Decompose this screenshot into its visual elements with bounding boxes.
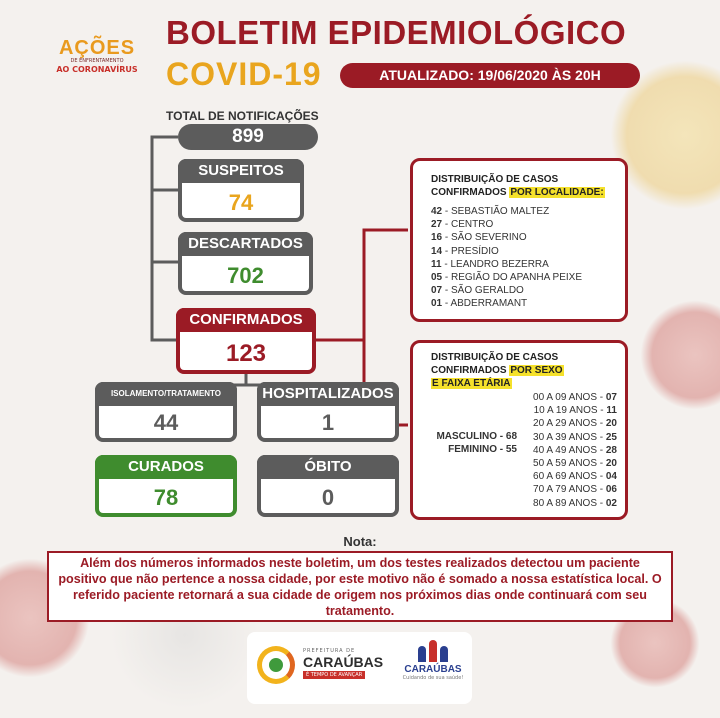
list-item: 16 - SÃO SEVERINO: [431, 232, 527, 244]
faixa-etaria-list: [533, 391, 617, 510]
isolamento-label: ISOLAMENTO/TRATAMENTO: [95, 382, 237, 406]
logo-big-text: AÇÕES: [58, 37, 136, 59]
suspeitos-card: [178, 159, 304, 222]
list-item: 70 A 79 ANOS - 06: [533, 484, 617, 496]
hospitalizados-label: HOSPITALIZADOS: [257, 382, 399, 406]
hospitalizados-card: [257, 382, 399, 442]
list-item: 80 A 89 ANOS - 02: [533, 497, 617, 509]
confirmados-label: CONFIRMADOS: [176, 308, 316, 332]
list-item: 05 - REGIÃO DO APANHA PEIXE: [431, 272, 582, 284]
confirmados-value: 123: [225, 340, 267, 367]
updated-badge: ATUALIZADO: 19/06/2020 ÀS 20H: [340, 63, 640, 88]
obito-card: [257, 455, 399, 517]
curados-card: [95, 455, 237, 517]
list-item: 30 A 39 ANOS - 25: [533, 431, 617, 443]
sexo-title-highlight-2: E FAIXA ETÁRIA: [432, 378, 511, 389]
sexo-title-highlight-1: POR SEXO: [510, 365, 563, 376]
list-item: 27 - CENTRO: [431, 219, 494, 231]
isolamento-card: [95, 382, 237, 442]
descartados-card: [178, 232, 313, 295]
nota-text: Além dos números informados neste boletim, um dos testes realizados detectou um paciente positivo que não pertence a nossa cidade, por este motivo não é somado a nossa estatística local. O referido paciente retornará a sua cidade de origem nos próximos dias onde continuará com seu tratamento.: [47, 551, 673, 622]
list-item: 14 - PRESÍDIO: [431, 245, 499, 257]
prefeitura-logo: [257, 638, 384, 698]
total-notifications-value: 899: [178, 124, 318, 150]
list-item: 10 A 19 ANOS - 11: [533, 405, 617, 417]
sexo-totals: [417, 430, 517, 456]
localidade-title: [431, 173, 625, 199]
list-item: 20 A 29 ANOS - 20: [533, 418, 617, 430]
localidade-box: [410, 158, 628, 322]
list-item: 00 A 09 ANOS - 07: [533, 392, 617, 403]
total-notifications-label: TOTAL DE NOTIFICAÇÕES: [166, 109, 319, 123]
suspeitos-label: SUSPEITOS: [178, 159, 304, 183]
hospitalizados-value: 1: [321, 410, 335, 435]
localidade-title-highlight: POR LOCALIDADE:: [510, 187, 604, 198]
prefeitura-slogan: É TEMPO DE AVANÇAR: [303, 671, 365, 679]
obito-label: ÓBITO: [257, 455, 399, 479]
prefeitura-small-text: PREFEITURA DE: [303, 648, 356, 654]
list-item: 50 A 59 ANOS - 20: [533, 458, 617, 470]
descartados-label: DESCARTADOS: [178, 232, 313, 256]
localidade-list: [431, 205, 625, 311]
sexo-title-a: DISTRIBUIÇÃO DE CASOS: [431, 352, 559, 363]
sexo-title-b: CONFIRMADOS: [431, 365, 510, 376]
curados-label: CURADOS: [95, 455, 237, 479]
isolamento-value: 44: [153, 410, 179, 435]
page-subtitle: COVID-19: [166, 56, 322, 92]
logo-mid-text: DE ENFRENTAMENTO: [70, 58, 124, 64]
suspeitos-value: 74: [228, 190, 254, 215]
secretaria-slogan: Cuidando de sua saúde!: [402, 675, 464, 681]
list-item: 01 - ABDERRAMANT: [431, 298, 528, 310]
list-item: 60 A 69 ANOS - 04: [533, 471, 617, 483]
list-item: 11 - LEANDRO BEZERRA: [431, 258, 549, 270]
masculino-total: MASCULINO - 68: [436, 431, 517, 442]
list-item: 40 A 49 ANOS - 28: [533, 444, 617, 456]
logo-small-text: AO CORONAVÍRUS: [56, 65, 138, 74]
curados-value: 78: [153, 485, 179, 510]
list-item: 07 - SÃO GERALDO: [431, 285, 524, 297]
descartados-value: 702: [227, 263, 264, 288]
localidade-title-b: CONFIRMADOS: [431, 187, 510, 198]
nota-title: Nota:: [343, 534, 377, 549]
list-item: 42 - SEBASTIÃO MALTEZ: [431, 206, 550, 217]
footer-logos: [247, 632, 472, 704]
obito-value: 0: [321, 485, 335, 510]
prefeitura-name: CARAÚBAS: [303, 654, 384, 670]
confirmados-card: [176, 308, 316, 374]
sun-center-icon: [269, 658, 283, 672]
secretaria-saude-logo: [402, 638, 464, 698]
secretaria-name: CARAÚBAS: [404, 664, 462, 675]
family-icon: [418, 638, 448, 662]
page-title: BOLETIM EPIDEMIOLÓGICO: [166, 14, 627, 51]
feminino-total: FEMININO - 55: [448, 444, 517, 455]
sexo-faixa-box: [410, 340, 628, 520]
localidade-title-a: DISTRIBUIÇÃO DE CASOS: [431, 174, 559, 185]
sexo-title: [431, 351, 564, 390]
